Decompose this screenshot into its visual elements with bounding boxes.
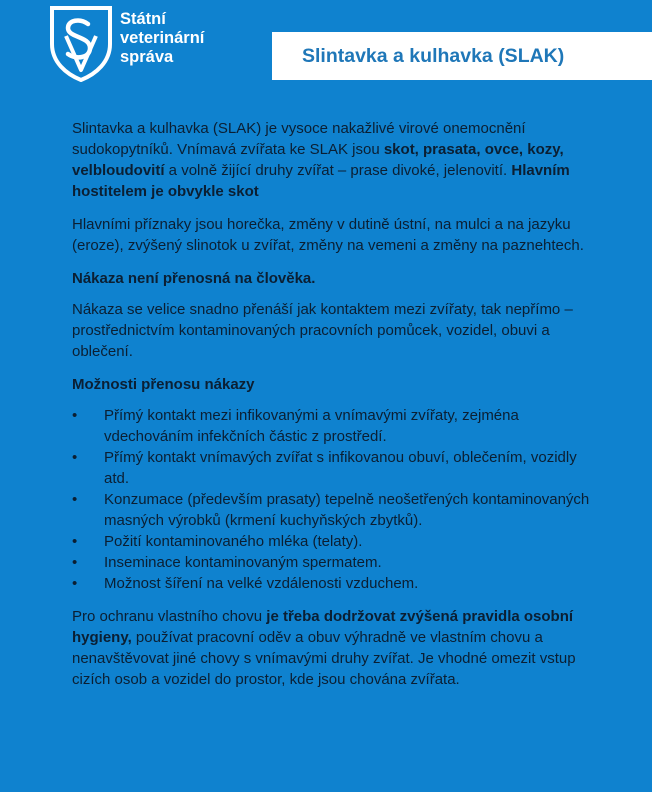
intro-text-2: a volně žijící druhy zvířat – prase divoké, jelenovití.: [164, 162, 512, 179]
symptoms-paragraph: Hlavními příznaky jsou horečka, změny v dutině ústní, na mulci a na jazyku (eroze), zvýšený slinotok u zvířat, změny na vemeni a změny na paznehtech.: [72, 216, 584, 254]
transmission-heading: Možnosti přenosu nákazy: [72, 376, 255, 393]
intro-text-1: Slintavka a kulhavka (SLAK) je vysoce nakažlivé virové onemocnění sudokopytníků. Vnímavá zvířata ke SLAK jsou: [72, 120, 526, 158]
brand-line-2: veterinární: [120, 29, 205, 47]
intro-host-bold: Hlavním hostitelem je obvykle skot: [72, 162, 570, 200]
protection-hygiene-bold: je třeba dodržovat zvýšená pravidla osobní hygieny,: [72, 608, 574, 646]
main-content: [72, 118, 592, 702]
list-item: • Konzumace (především prasaty) tepelně neošetřených kontaminovaných masných výrobků (krmení kuchyňských zbytků).: [72, 489, 592, 531]
title-bar: [272, 32, 652, 80]
brand-line-3: správa: [120, 48, 174, 66]
not-human-transmissible: Nákaza není přenosná na člověka.: [72, 270, 316, 287]
list-item: • Přímý kontakt vnímavých zvířat s infikovanou obuví, oblečením, vozidly atd.: [72, 447, 592, 489]
svs-logo-icon: [50, 6, 112, 82]
page-title: Slintavka a kulhavka (SLAK): [302, 45, 565, 67]
intro-paragraph: [72, 118, 592, 202]
protection-text-2: používat pracovní oděv a obuv výhradně ve vlastním chovu a nenavštěvovat jiné chovy s vnímavými druhy zvířat. Je vhodné omezit vstup cizích osob a vozidel do prostor, kde jsou chována zvířata.: [72, 629, 576, 688]
protection-text-1: Pro ochranu vlastního chovu: [72, 608, 267, 625]
transmission-list: [72, 405, 592, 594]
list-item: • Přímý kontakt mezi infikovanými a vnímavými zvířaty, zejména vdechováním infekčních částic z prostředí.: [72, 405, 592, 447]
list-item: • Možnost šíření na velké vzdálenosti vzduchem.: [72, 573, 592, 594]
list-item: • Inseminace kontaminovaným spermatem.: [72, 552, 592, 573]
intro-species-bold: skot, prasata, ovce, kozy, velbloudovití: [72, 141, 564, 179]
brand-name: [120, 10, 204, 67]
list-item: • Požití kontaminovaného mléka (telaty).: [72, 531, 592, 552]
spread-paragraph: Nákaza se velice snadno přenáší jak kontaktem mezi zvířaty, tak nepřímo – prostřednictvím kontaminovaných pracovních pomůcek, vozidel, obuvi a oblečení.: [72, 301, 573, 360]
protection-paragraph: [72, 606, 592, 690]
brand-line-1: Státní: [120, 10, 166, 28]
